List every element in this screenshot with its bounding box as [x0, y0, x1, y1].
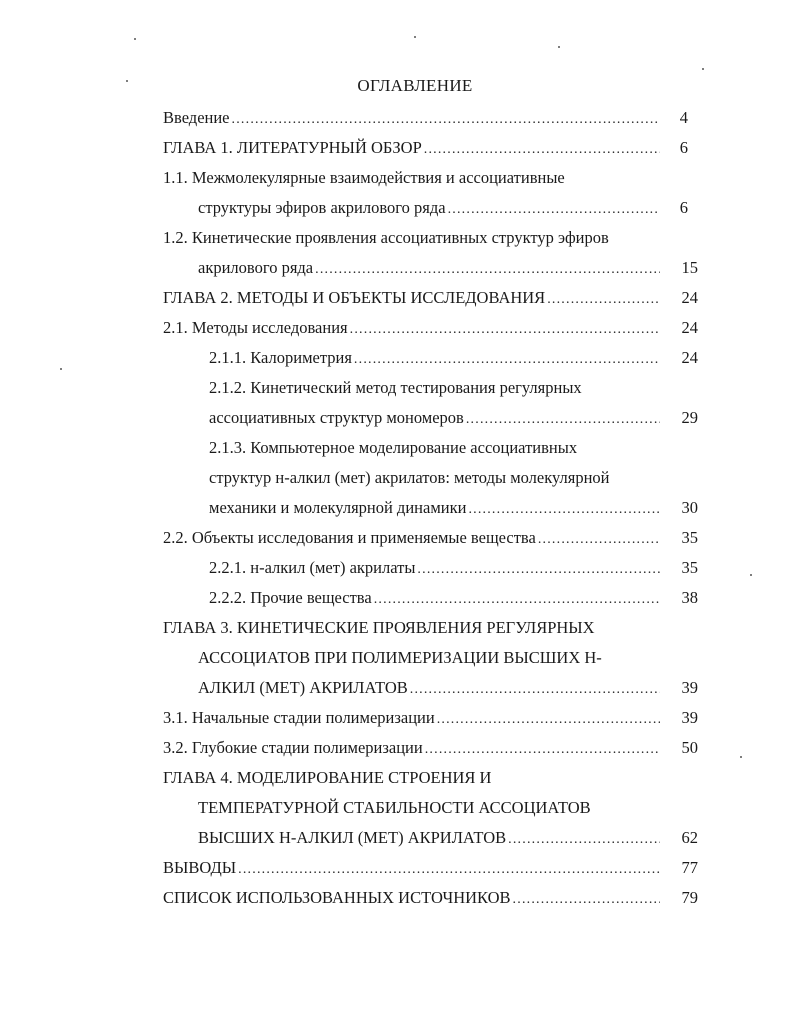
dot-leader: [238, 855, 660, 883]
dot-leader: [437, 705, 660, 733]
toc-entry-chapter-4-line-1: ГЛАВА 4. МОДЕЛИРОВАНИЕ СТРОЕНИЯ И: [163, 768, 492, 787]
toc-entry-title: АЛКИЛ (МЕТ) АКРИЛАТОВ: [198, 678, 408, 697]
scan-speck: [414, 36, 416, 38]
toc-entry-title: 2.2. Объекты исследования и применяемые вещества: [163, 528, 536, 547]
scan-speck: [60, 368, 62, 370]
toc-entry-title: Введение: [163, 108, 230, 127]
toc-entry-title: ГЛАВА 1. ЛИТЕРАТУРНЫЙ ОБЗОР: [163, 138, 422, 157]
toc-entry-section-1-2: [198, 253, 663, 283]
toc-entry-title: 2.2.1. н-алкил (мет) акрилаты: [209, 558, 416, 577]
toc-page-number: 39: [681, 678, 698, 697]
page-title: ОГЛАВЛЕНИЕ: [357, 76, 473, 95]
toc-page-number: 79: [681, 888, 698, 907]
toc-entry-section-2-2: [163, 523, 663, 553]
toc-page-number: 6: [679, 198, 688, 217]
toc-entry-title: 2.1. Методы исследования: [163, 318, 348, 337]
toc-entry-chapter-3-line-1: ГЛАВА 3. КИНЕТИЧЕСКИЕ ПРОЯВЛЕНИЯ РЕГУЛЯРНЫХ: [163, 618, 595, 637]
scan-speck: [134, 38, 136, 40]
toc-page-number: 6: [679, 138, 688, 157]
toc-entry-section-2-1-2-line-1: 2.1.2. Кинетический метод тестирования регулярных: [209, 378, 582, 397]
dot-leader: [547, 285, 660, 313]
toc-entry-title: 3.1. Начальные стадии полимеризации: [163, 708, 435, 727]
toc-page-number: 15: [681, 258, 698, 277]
toc-page-number: 4: [679, 108, 688, 127]
toc-entry-chapter-4: [198, 823, 663, 853]
toc-page-number: 30: [681, 498, 698, 517]
toc-entry-section-2-1: [163, 313, 663, 343]
dot-leader: [424, 135, 660, 163]
toc-entry-section-2-1-3: [209, 493, 663, 523]
toc-page-number: 77: [681, 858, 698, 877]
toc-entry-chapter-3: [198, 673, 663, 703]
toc-entry-chapter-4-line-2: ТЕМПЕРАТУРНОЙ СТАБИЛЬНОСТИ АССОЦИАТОВ: [198, 798, 591, 817]
toc-page-number: 62: [681, 828, 698, 847]
toc-entry-references: [163, 883, 663, 913]
dot-leader: [417, 555, 660, 583]
toc-entry-section-1-2-line-1: 1.2. Кинетические проявления ассоциативных структур эфиров: [163, 228, 609, 247]
toc-entry-title: структуры эфиров акрилового ряда: [198, 198, 446, 217]
toc-entry-section-1-1: [198, 193, 663, 223]
dot-leader: [354, 345, 660, 373]
toc-entry-section-2-1-1: [209, 343, 663, 373]
toc-entry-title: акрилового ряда: [198, 258, 314, 277]
scan-speck: [126, 80, 128, 82]
toc-entry-title: СПИСОК ИСПОЛЬЗОВАННЫХ ИСТОЧНИКОВ: [163, 888, 511, 907]
toc-page-number: 24: [681, 288, 698, 307]
toc-page-number: 50: [681, 738, 698, 757]
scan-speck: [702, 68, 704, 70]
toc-entry-section-2-2-1: [209, 553, 663, 583]
toc-entry-title: 3.2. Глубокие стадии полимеризации: [163, 738, 423, 757]
toc-page-number: 39: [681, 708, 698, 727]
toc-entry-section-2-1-3-line-1: 2.1.3. Компьютерное моделирование ассоциативных: [209, 438, 578, 457]
toc-entry-title: ассоциативных структур мономеров: [209, 408, 464, 427]
toc-page-number: 24: [681, 348, 698, 367]
toc-entry-title: ВЫВОДЫ: [163, 858, 237, 877]
toc-entry-title: 2.1.1. Калориметрия: [209, 348, 352, 367]
dot-leader: [538, 525, 660, 553]
toc-page-number: 29: [681, 408, 698, 427]
dot-leader: [315, 255, 660, 283]
dot-leader: [374, 585, 660, 613]
dot-leader: [410, 675, 660, 703]
toc-entry-introduction: [163, 103, 663, 133]
toc-page-number: 35: [681, 558, 698, 577]
dot-leader: [232, 105, 660, 133]
toc-entry-title: 2.2.2. Прочие вещества: [209, 588, 372, 607]
toc-entry-section-1-1-line-1: 1.1. Межмолекулярные взаимодействия и ассоциативные: [163, 168, 565, 187]
toc-page-number: 24: [681, 318, 698, 337]
scan-speck: [740, 756, 742, 758]
dot-leader: [425, 735, 660, 763]
toc-page-number: 38: [681, 588, 698, 607]
dot-leader: [466, 405, 660, 433]
toc-entry-section-2-1-2: [209, 403, 663, 433]
toc-entry-section-3-1: [163, 703, 663, 733]
scan-speck: [558, 46, 560, 48]
toc-entry-section-2-1-3-line-2: структур н-алкил (мет) акрилатов: методы молекулярной: [209, 468, 610, 487]
toc-entry-chapter-1: [163, 133, 663, 163]
toc-entry-title: ВЫСШИХ Н-АЛКИЛ (МЕТ) АКРИЛАТОВ: [198, 828, 507, 847]
toc-entry-title: механики и молекулярной динамики: [209, 498, 467, 517]
dot-leader: [468, 495, 660, 523]
toc-page-number: 35: [681, 528, 698, 547]
toc-entry-chapter-3-line-2: АССОЦИАТОВ ПРИ ПОЛИМЕРИЗАЦИИ ВЫСШИХ Н-: [198, 648, 602, 667]
scan-speck: [750, 574, 752, 576]
toc-entry-section-3-2: [163, 733, 663, 763]
toc-entry-conclusions: [163, 853, 663, 883]
toc-entry-chapter-2: [163, 283, 663, 313]
dot-leader: [448, 195, 660, 223]
dot-leader: [350, 315, 660, 343]
dot-leader: [513, 885, 660, 913]
toc-entry-section-2-2-2: [209, 583, 663, 613]
dot-leader: [508, 825, 660, 853]
toc-entry-title: ГЛАВА 2. МЕТОДЫ И ОБЪЕКТЫ ИССЛЕДОВАНИЯ: [163, 288, 546, 307]
